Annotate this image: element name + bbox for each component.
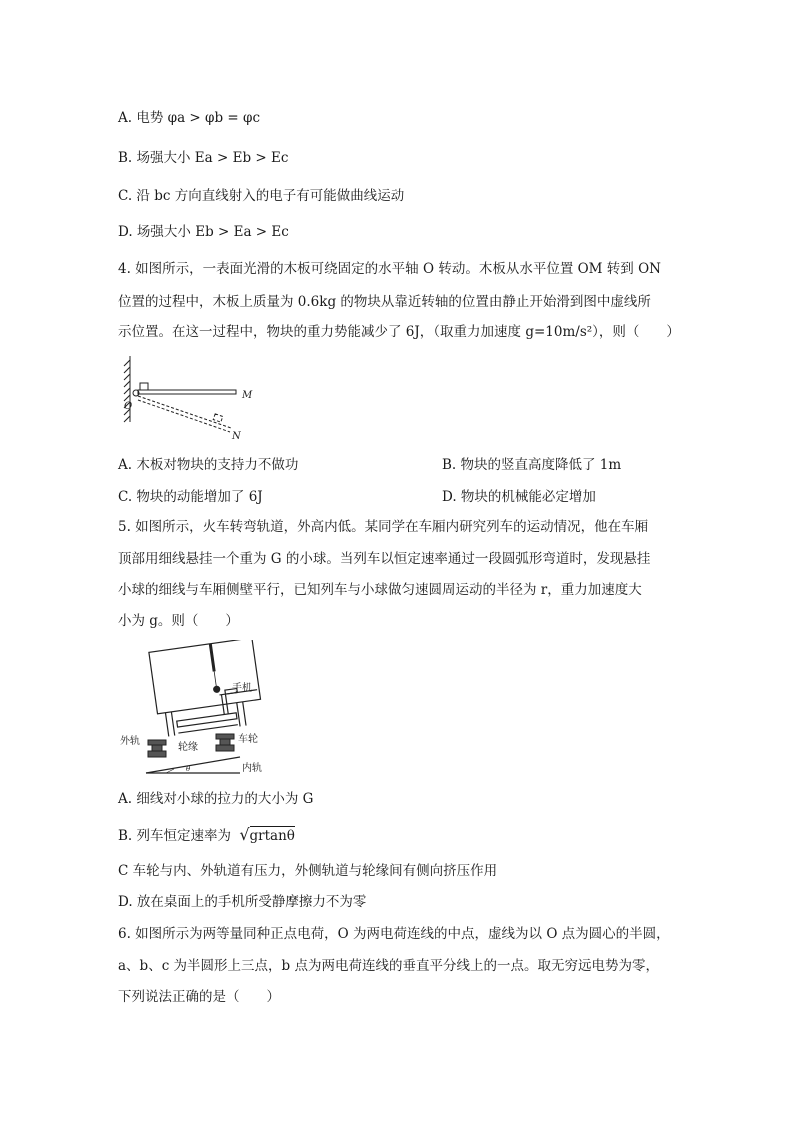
q5-option-c: C 车轮与内、外轨道有压力，外侧轨道与轮缘间有侧向挤压作用 <box>118 863 498 879</box>
q6-stem-line-3: 下列说法正确的是（ ） <box>118 989 280 1005</box>
label-phone: 手机 <box>232 683 252 694</box>
hanging-ball <box>213 686 220 693</box>
q5-stem-line-2: 顶部用细线悬挂一个重为 G 的小球。当列车以恒定速率通过一段圆弧形弯道时，发现悬挂 <box>118 551 651 567</box>
label-flange: 轮缘 <box>178 742 198 753</box>
wall-hatching <box>124 356 133 422</box>
block-on-board <box>140 383 148 390</box>
q5-option-b-prefix: B. 列车恒定速率为 <box>118 828 232 844</box>
q5-option-a: A. 细线对小球的拉力的大小为 G <box>118 791 314 807</box>
q3-option-a: A. 电势 φa > φb = φc <box>118 110 261 126</box>
q5-stem-line-4: 小为 g。则（ ） <box>118 613 239 629</box>
q4-option-c: C. 物块的动能增加了 6J <box>118 489 263 505</box>
q6-stem-line-2: a、b、c 为半圆形上三点，b 点为两电荷连线的垂直平分线上的一点。取无穷远电势为零， <box>118 958 659 974</box>
q5-stem-line-1: 5. 如图所示，火车转弯轨道，外高内低。某同学在车厢内研究列车的运动情况，他在车厢 <box>118 519 649 535</box>
q3-option-c: C. 沿 bc 方向直线射入的电子有可能做曲线运动 <box>118 188 405 204</box>
q6-stem-line-1: 6. 如图所示为两等量同种正点电荷，O 为两电荷连线的中点，虚线为以 O 点为圆心的半圆， <box>118 926 670 942</box>
q3-option-d: D. 场强大小 Eb > Ea > Ec <box>118 224 289 240</box>
q4-option-d: D. 物块的机械能必定增加 <box>442 489 596 505</box>
sqrt-sign: √ <box>239 825 250 844</box>
label-m: M <box>242 390 253 401</box>
q4-stem-line-1: 4. 如图所示，一表面光滑的木板可绕固定的水平轴 O 转动。木板从水平位置 OM 转到 ON <box>118 261 661 277</box>
q4-board-figure <box>118 352 268 444</box>
q4-option-b: B. 物块的竖直高度降低了 1m <box>442 457 622 473</box>
board-on-dashed <box>138 396 231 432</box>
q4-stem-line-3: 示位置。在这一过程中，物块的重力势能减少了 6J，（取重力加速度 g=10m/s²），则（ ） <box>118 324 680 340</box>
label-wheel: 车轮 <box>238 734 258 745</box>
label-o: O <box>124 401 133 412</box>
board-om <box>138 390 236 394</box>
label-outer-rail: 外轨 <box>120 736 140 747</box>
q5-train-figure <box>118 640 278 778</box>
q5-option-b-formula: grtanθ <box>249 828 295 844</box>
label-inner-rail: 内轨 <box>242 763 262 774</box>
label-theta: θ <box>186 765 191 773</box>
ground-slope <box>146 757 240 773</box>
q5-option-d: D. 放在桌面上的手机所受静摩擦力不为零 <box>118 894 367 910</box>
q5-option-b <box>118 825 295 846</box>
label-n: N <box>232 431 241 442</box>
q4-stem-line-2: 位置的过程中，木板上质量为 0.6kg 的物块从靠近转轴的位置由静止开始滑到图中虚线所 <box>118 294 651 310</box>
q3-option-b: B. 场强大小 Ea > Eb > Ec <box>118 150 289 166</box>
q4-option-a: A. 木板对物块的支持力不做功 <box>118 457 299 473</box>
q5-stem-line-3: 小球的细线与车厢侧壁平行，已知列车与小球做匀速圆周运动的半径为 r，重力加速度大 <box>118 582 642 598</box>
